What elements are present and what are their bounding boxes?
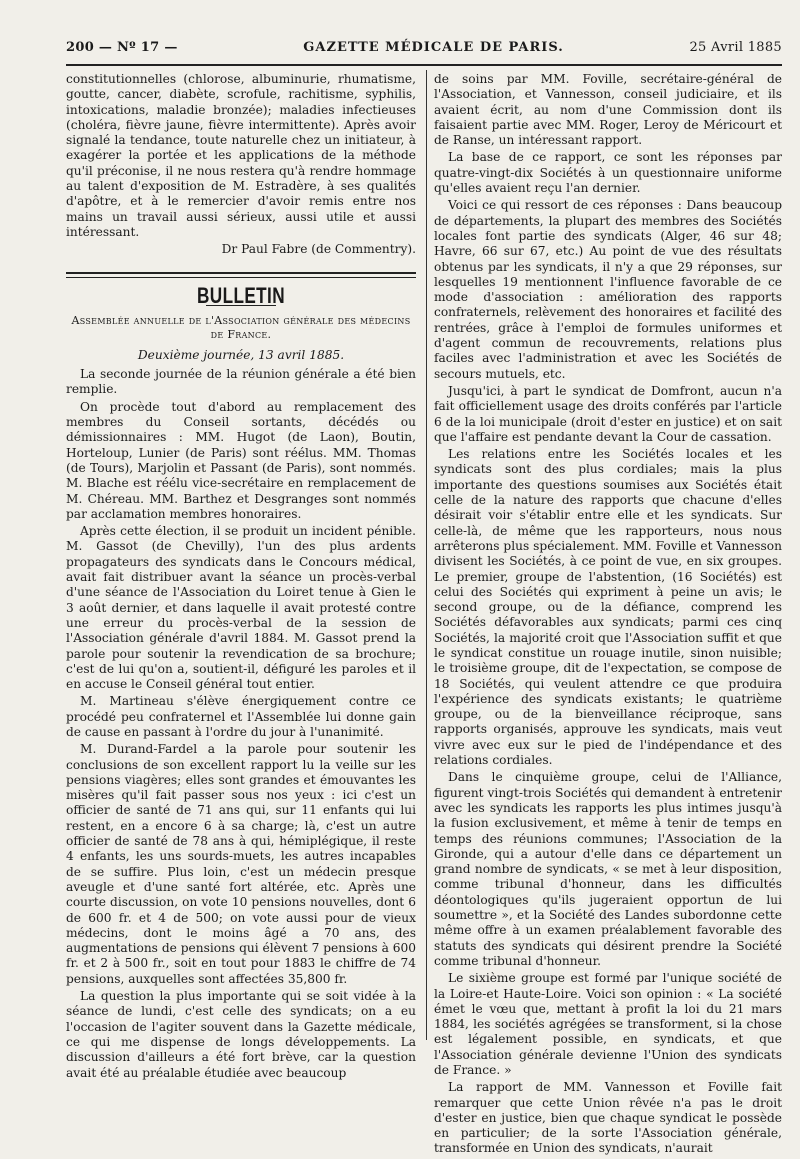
right-column [434, 72, 782, 1159]
paragraph: Dans le cinquième groupe, celui de l'Alliance, figurent vingt-trois Sociétés qui demandent à entretenir avec les syndicats les rapports les plus intimes jusqu'à la fusion exclusivement, et même à tenir de temps en temps des réunions communes; l'Association de la Gironde, qui a autour d'elle dans ce département un grand nombre de syndicats, « se met à leur disposition, comme tribunal d'honneur, dans les difficultés déontologiques qu'ils jugeraient opportun de lui soumettre », et la Société des Landes subordonne cette même offre à un examen préalablement favorable des statuts des syndicats qui désirent prendre la Société comme tribunal d'honneur. [434, 770, 782, 968]
section-divider [66, 272, 416, 278]
issue-date: 25 Avril 1885 [689, 40, 782, 55]
section-subtitle: Assemblée annuelle de l'Association générale des médecins de France. [71, 313, 411, 341]
paragraph: Jusqu'ici, à part le syndicat de Domfront, aucun n'a fait officiellement usage des droits conférés par l'article 6 de la loi municipale (droit d'ester en justice) et on sait que l'affaire est pendante devant la Cour de cassation. [434, 383, 782, 444]
paragraph: Après cette élection, il se produit un incident pénible. M. Gassot (de Chevilly), l'un des plus ardents propagateurs des syndicats dans le Concours médical, avait fait distribuer avant la séance un procès-verbal d'une séance de l'Association du Loiret tenue à Gien le 3 août dernier, et dans laquelle il avait protesté contre une erreur du procès-verbal de la session de l'Association générale d'avril 1884. M. Gassot prend la parole pour soutenir la revendication de sa brochure; c'est de lui qu'on a, soutient-il, défiguré les paroles et il en accuse le Conseil général tout entier. [66, 524, 416, 692]
journal-title: GAZETTE MÉDICALE DE PARIS. [303, 40, 564, 55]
paragraph: La question la plus importante qui se soit vidée à la séance de lundi, c'est celle des syndicats; on a eu l'occasion de l'agiter souvent dans la Gazette médicale, ce qui me dispense de longs développements. La discussion d'ailleurs a été fort brève, car la question avait été au préalable étudiée avec beaucoup [66, 989, 416, 1080]
paragraph: La base de ce rapport, ce sont les réponses par quatre-vingt-dix Sociétés à un questionnaire uniforme qu'elles avaient reçu l'an dernier. [434, 150, 782, 196]
paragraph: Les relations entre les Sociétés locales et les syndicats sont des plus cordiales; mais la plus importante des questions soumises aux Sociétés était celle de la nature des rapports que chacune d'elles désirait voir s'établir entre elle et les syndicats. Sur celle-là, de même que les rapporteurs, nous nous arrêterons plus spécialement. MM. Foville et Vannesson divisent les Sociétés, à ce point de vue, en six groupes. Le premier, groupe de l'abstention, (16 Sociétés) est celui des Sociétés qui expriment à peine un avis; le second groupe, ou de la défiance, comprend les Sociétés défavorables aux syndicats; parmi ces cinq Sociétés, la majorité croit que l'Association suffit et que le syndicat constitue un rouage inutile, sinon nuisible; le troisième groupe, dit de l'expectation, se compose de 18 Sociétés, qui veulent attendre ce que produira l'expérience des syndicats existants; le quatrième groupe, ou de la bienveillance réciproque, sans rapports organisés, approuve les syndicats, mais veut vivre avec eux sur le pied de l'indépendance et des relations cordiales. [434, 447, 782, 768]
column-separator [426, 70, 427, 1040]
paragraph: de soins par MM. Foville, secrétaire-général de l'Association, et Vannesson, conseil judiciaire, et ils avaient écrit, au nom d'une Commission dont ils faisaient partie avec MM. Roger, Leroy de Méricourt et de Ranse, un intéressant rapport. [434, 72, 782, 148]
paragraph: Voici ce qui ressort de ces réponses : Dans beaucoup de départements, la plupart des membres des Sociétés locales font partie des syndicats (Alger, 46 sur 48; Havre, 66 sur 67, etc.) Au point de vue des résultats obtenus par les syndicats, il n'y a que 29 réponses, sur lesquelles 19 mentionnent l'influence favorable de ce mode d'association : amélioration des rapports confraternels, relèvement des honoraires et facilité des rentrées, grâce à l'emploi de formules uniformes et d'agent commun de recouvrements, relations plus faciles avec l'administration et avec les Sociétés de secours mutuels, etc. [434, 198, 782, 381]
paragraph: La seconde journée de la réunion générale a été bien remplie. [66, 367, 416, 397]
page-number-issue: 200 — Nº 17 — [66, 40, 178, 55]
bulletin-heading: BULLETIN [197, 282, 285, 308]
author-signature: Dr Paul Fabre (de Commentry). [221, 242, 416, 257]
page-header [66, 40, 782, 60]
paragraph: M. Durand-Fardel a la parole pour soutenir les conclusions de son excellent rapport lu la veille sur les pensions viagères; elles sont grandes et émouvantes les misères qu'il fait passer sous nos yeux : ici c'est un officier de santé de 71 ans qui, sur 11 enfants qui lui restent, en a encore 6 à sa charge; là, c'est un autre officier de santé de 78 ans à qui, hémiplégique, il reste 4 enfants, les uns sourds-muets, les autres incapables de se suffire. Plus loin, c'est un médecin presque aveugle et d'une santé fort altérée, etc. Après une courte discussion, on vote 10 pensions nouvelles, dont 6 de 600 fr. et 4 de 500; on vote aussi pour de vieux médecins, dont le moins âgé a 70 ans, des augmentations de pensions qui élèvent 7 pensions à 600 fr. et 2 à 500 fr., soit en tout pour 1883 le chiffre de 74 pensions, auxquelles sont affectées 35,800 fr. [66, 742, 416, 986]
paragraph: Le sixième groupe est formé par l'unique société de la Loire-et Haute-Loire. Voici son opinion : « La société émet le vœu que, mettant à profit la loi du 21 mars 1884, les sociétés agrégées se transforment, si la chose est légalement possible, en syndicats, et que l'Association générale devienne l'Union des syndicats de France. » [434, 971, 782, 1077]
header-rule [66, 64, 782, 66]
paragraph: constitutionnelles (chlorose, albuminurie, rhumatisme, goutte, cancer, diabète, scrofule, rachitisme, syphilis, intoxications, maladie bronzée); maladies infectieuses (choléra, fièvre jaune, fièvre intermittente). Après avoir signalé la tendance, toute naturelle chez un initiateur, à exagérer la portée et les applications de la méthode qu'il préconise, il ne nous restera qu'à rendre hommage au talent d'exposition de M. Estradère, à ses qualités d'apôtre, et à le remercier d'avoir remis entre nos mains un travail aussi sérieux, aussi utile et aussi intéressant. [66, 72, 416, 239]
paragraph: La rapport de MM. Vannesson et Foville fait remarquer que cette Union rêvée n'a pas le droit d'ester en justice, bien que chaque syndicat le possède en particulier; de la sorte l'Association générale, transformée en Union des syndicats, n'aurait [434, 1080, 782, 1156]
session-date: Deuxième journée, 13 avril 1885. [137, 347, 345, 362]
left-column [66, 72, 416, 1083]
paragraph: M. Martineau s'élève énergiquement contre ce procédé peu confraternel et l'Assemblée lui donne gain de cause en passant à l'ordre du jour à l'unanimité. [66, 694, 416, 739]
paragraph: On procède tout d'abord au remplacement des membres du Conseil sortants, décédés ou démissionnaires : MM. Hugot (de Laon), Boutin, Horteloup, Lunier (de Paris) sont réélus. MM. Thomas (de Tours), Marjolin et Passant (de Paris), sont nommés. M. Blache est réélu vice-secrétaire en remplacement de M. Chéreau. MM. Barthez et Desgranges sont nommés par acclamation membres honoraires. [66, 399, 416, 521]
